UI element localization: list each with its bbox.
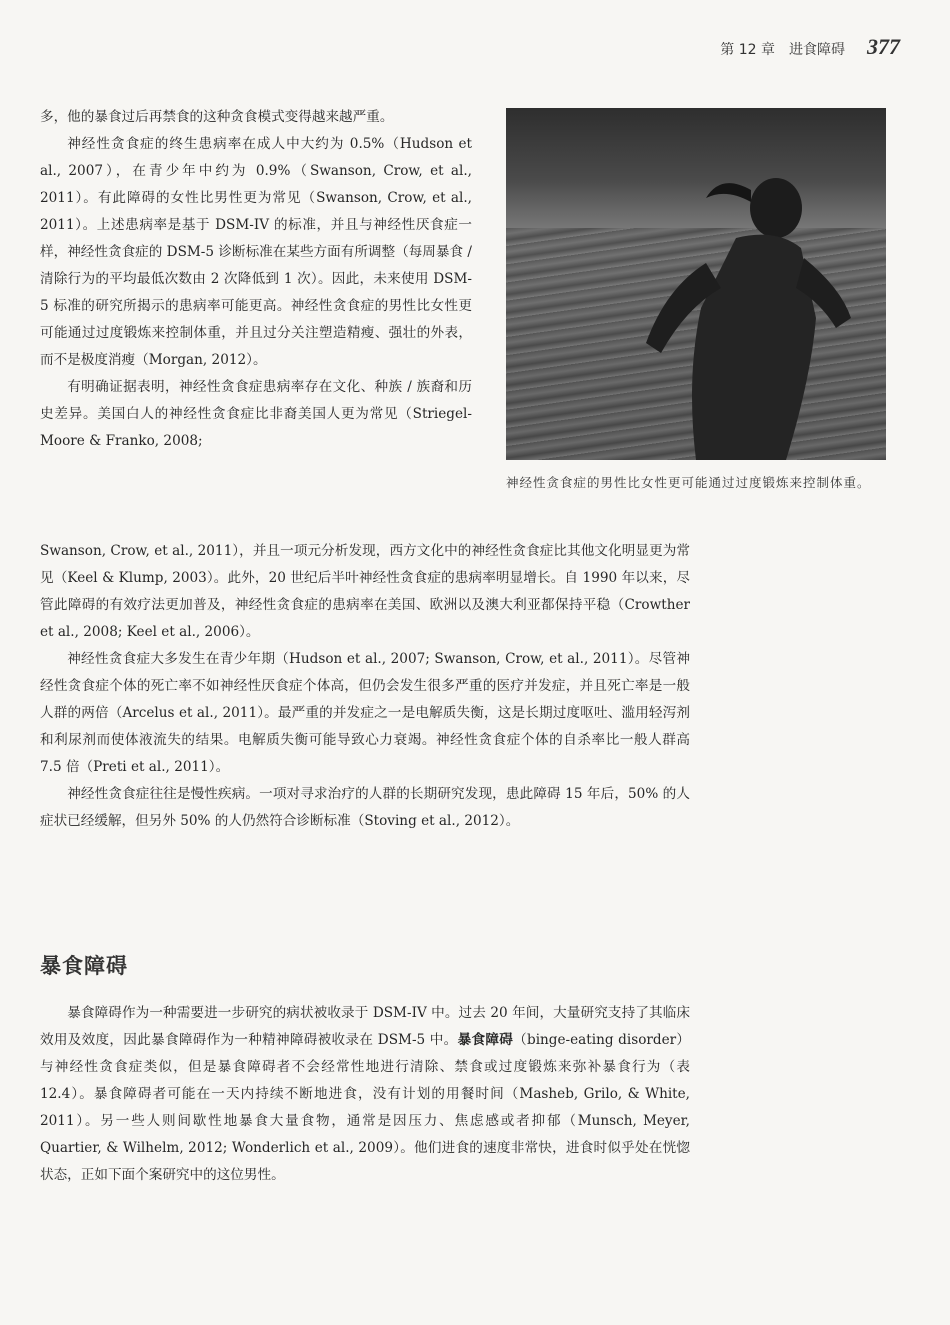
page-number: 377 bbox=[867, 34, 900, 59]
paragraph-chronic: 神经性贪食症往往是慢性疾病。一项对寻求治疗的人群的长期研究发现，患此障碍 15 年后，50% 的人症状已经缓解，但另外 50% 的人仍然符合诊断标准（Stoving et al., 2012）。 bbox=[40, 786, 690, 829]
body-text bbox=[40, 538, 690, 835]
paragraph-part-1: 暴食障碍作为一种需要进一步研究的病状被收录于 DSM-IV 中。过去 20 年间，大量研究支持了其临床效用及效度，因此暴食障碍作为一种精神障碍被收录在 DSM-5 中。 bbox=[40, 1005, 690, 1048]
figure-photo bbox=[506, 108, 886, 460]
chapter-label: 第 12 章 bbox=[720, 42, 775, 58]
paragraph-continued: 多，他的暴食过后再禁食的这种贪食模式变得越来越严重。 bbox=[40, 109, 394, 125]
left-column bbox=[40, 104, 472, 455]
runner-silhouette bbox=[626, 168, 856, 460]
section-body bbox=[40, 1000, 690, 1189]
key-term: 暴食障碍 bbox=[457, 1032, 514, 1048]
running-head bbox=[600, 34, 900, 64]
paragraph-prevalence: 神经性贪食症的终生患病率在成人中大约为 0.5%（Hudson et al., 2007），在青少年中约为 0.9%（Swanson, Crow, et al., 2011）。有此障碍的女性比男性更为常见（Swanson, Crow, et al., 2011）。上述患病率是基于 DSM-IV 的标准，并且与神经性厌食症一样，神经性贪食症的 DSM-5 诊断标准在某些方面有所调整（每周暴食 / 清除行为的平均最低次数由 2 次降低到 1 次）。因此，未来使用 DSM-5 标准的研究所揭示的患病率可能更高。神经性贪食症的男性比女性更可能通过过度锻炼来控制体重，并且过分关注塑造精瘦、强壮的外表，而不是极度消瘦（Morgan, 2012）。 bbox=[40, 136, 472, 368]
section-heading: 暴食障碍 bbox=[40, 954, 128, 978]
paragraph-onset: 神经性贪食症大多发生在青少年期（Hudson et al., 2007; Swanson, Crow, et al., 2011）。尽管神经性贪食症个体的死亡率不如神经性厌食症个体高，但仍会发生很多严重的医疗并发症，并且死亡率是一般人群的两倍（Arcelus et al., 2011）。最严重的并发症之一是电解质失衡，这是长期过度呕吐、滥用轻泻剂和利尿剂而使体液流失的结果。电解质失衡可能导致心力衰竭。神经性贪食症个体的自杀率比一般人群高 7.5 倍（Preti et al., 2011）。 bbox=[40, 651, 690, 775]
chapter-title: 进食障碍 bbox=[789, 42, 845, 58]
paragraph-part-2: （binge-eating disorder）与神经性贪食症类似，但是暴食障碍者不会经常性地进行清除、禁食或过度锻炼来弥补暴食行为（表 12.4）。暴食障碍者可能在一天内持续不断地进食，没有计划的用餐时间（Masheb, Grilo, & White, 2011）。另一些人则间歇性地暴食大量食物，通常是因压力、焦虑感或者抑郁（Munsch, Meyer, Quartier, & Wilhelm, 2012; Wonderlich et al., 2009）。他们进食的速度非常快，进食时似乎处在恍惚状态，正如下面个案研究中的这位男性。 bbox=[40, 1032, 691, 1183]
paragraph-meta-analysis: Swanson, Crow, et al., 2011），并且一项元分析发现，西方文化中的神经性贪食症比其他文化明显更为常见（Keel & Klump, 2003）。此外，20 世纪后半叶神经性贪食症的患病率明显增长。自 1990 年以来，尽管此障碍的有效疗法更加普及，神经性贪食症的患病率在美国、欧洲以及澳大利亚都保持平稳（Crowther et al., 2008; Keel et al., 2006）。 bbox=[40, 543, 690, 640]
paragraph-culture: 有明确证据表明，神经性贪食症患病率存在文化、种族 / 族裔和历史差异。美国白人的神经性贪食症比非裔美国人更为常见（Striegel-Moore & Franko, 2008; bbox=[40, 379, 472, 449]
paragraph-binge-eating bbox=[40, 1000, 690, 1189]
figure-caption: 神经性贪食症的男性比女性更可能通过过度锻炼来控制体重。 bbox=[506, 475, 871, 490]
